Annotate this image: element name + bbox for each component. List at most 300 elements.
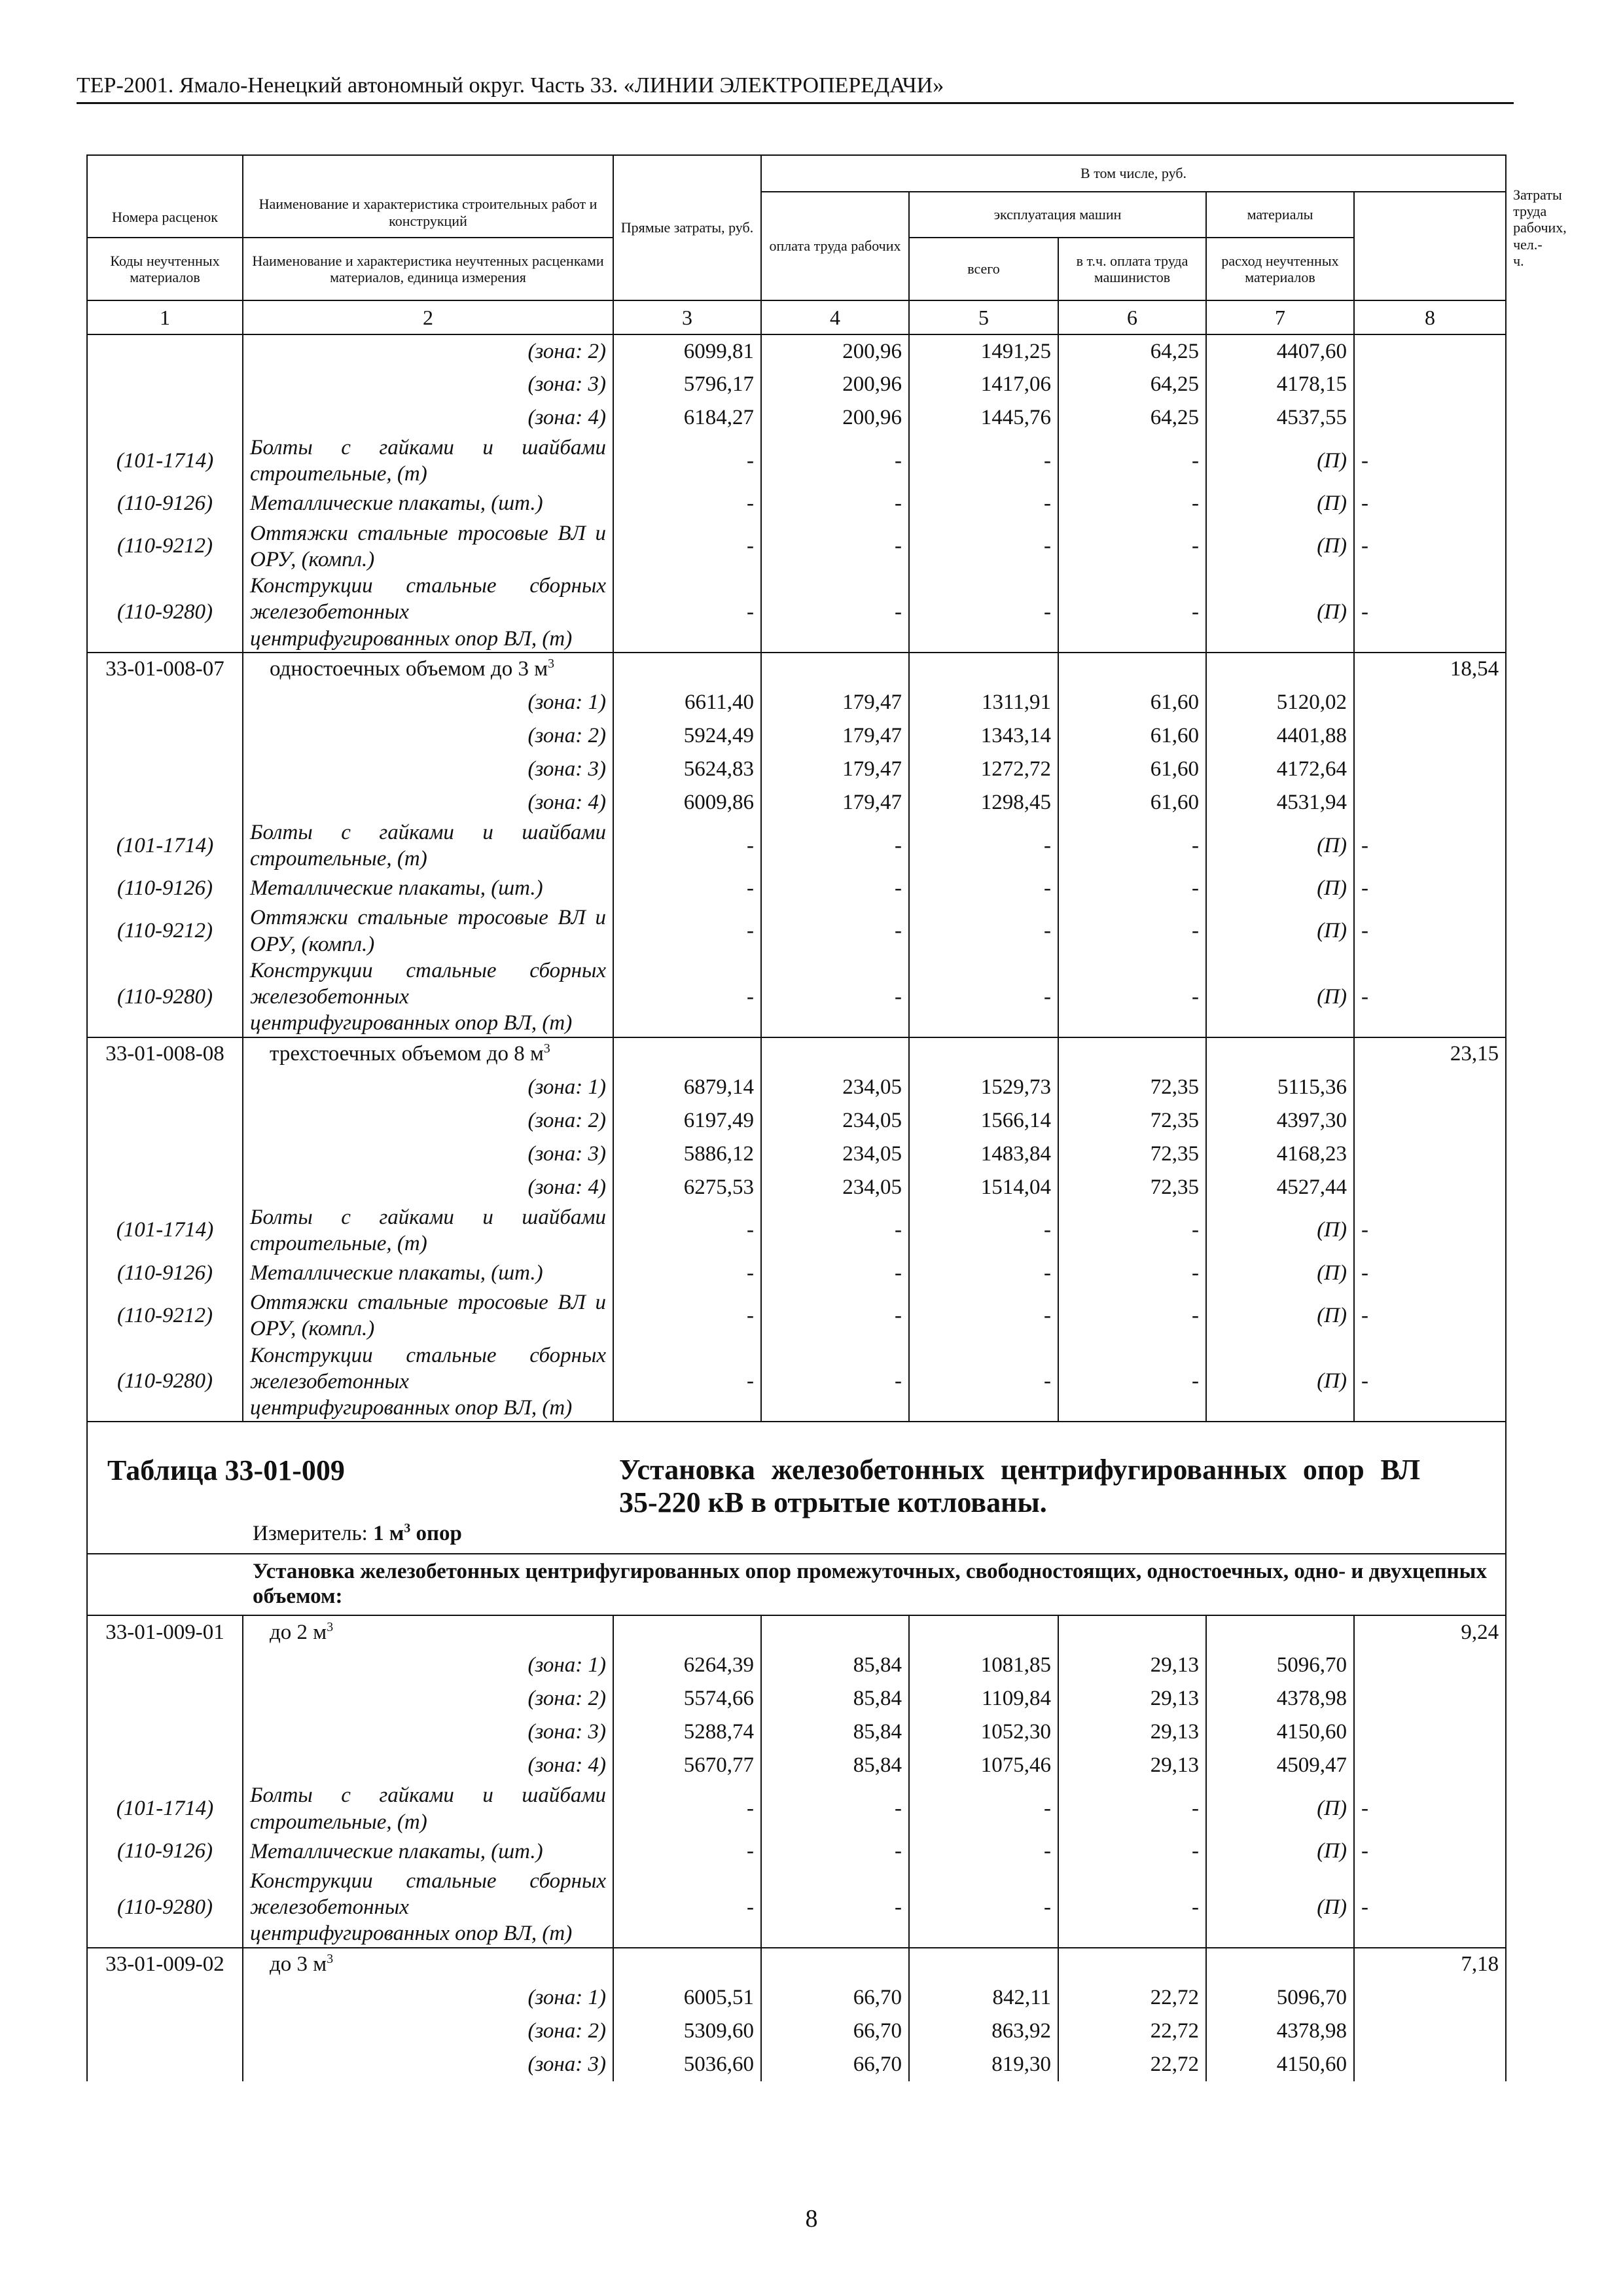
col-materials-consumption-header: расход неучтенных материалов	[1206, 238, 1354, 300]
materials-cost: 5096,70	[1206, 1649, 1354, 1682]
machines-total: 1491,25	[909, 334, 1058, 368]
material-mark: (П)	[1206, 1257, 1354, 1289]
dash: -	[909, 520, 1058, 573]
dash: -	[1354, 1835, 1506, 1868]
col-machines-header: эксплуатация машин	[909, 192, 1206, 238]
direct-cost: 6264,39	[613, 1649, 761, 1682]
labor-pay: 234,05	[761, 1104, 909, 1138]
zone-label: (зона: 3)	[243, 1138, 613, 1171]
machines-operators: 61,60	[1058, 719, 1206, 753]
empty-cell	[1354, 786, 1506, 819]
empty-cell	[761, 1037, 909, 1071]
materials-cost: 4378,98	[1206, 1682, 1354, 1715]
empty-cell	[1206, 653, 1354, 686]
dash: -	[761, 1289, 909, 1342]
dash: -	[613, 905, 761, 958]
labor-hours: 18,54	[1354, 653, 1506, 686]
material-mark: (П)	[1206, 1289, 1354, 1342]
labor-pay: 234,05	[761, 1138, 909, 1171]
direct-cost: 6184,27	[613, 401, 761, 435]
machines-operators: 64,25	[1058, 368, 1206, 401]
col-number: 5	[909, 300, 1058, 334]
material-mark: (П)	[1206, 573, 1354, 653]
machines-total: 1298,45	[909, 786, 1058, 819]
dash: -	[761, 573, 909, 653]
materials-cost: 4401,88	[1206, 719, 1354, 753]
dash: -	[1058, 1204, 1206, 1257]
machines-operators: 29,13	[1058, 1682, 1206, 1715]
dash: -	[909, 1204, 1058, 1257]
labor-pay: 234,05	[761, 1171, 909, 1204]
zone-label: (зона: 3)	[243, 2048, 613, 2081]
col-number: 1	[87, 300, 243, 334]
measure-unit-prefix: Измеритель:	[253, 1522, 368, 1546]
dash: -	[1354, 435, 1506, 488]
direct-cost: 5924,49	[613, 719, 761, 753]
machines-total: 1514,04	[909, 1171, 1058, 1204]
material-code: (110-9280)	[87, 958, 243, 1037]
materials-cost: 4531,94	[1206, 786, 1354, 819]
material-name: Конструкции стальные сборных железобетонных центрифугированных опор ВЛ, (т)	[243, 1868, 613, 1948]
empty-cell	[1354, 401, 1506, 435]
empty-cell	[909, 1037, 1058, 1071]
direct-cost: 5036,60	[613, 2048, 761, 2081]
empty-cell	[909, 1615, 1058, 1649]
machines-operators: 61,60	[1058, 786, 1206, 819]
empty-cell	[87, 368, 243, 401]
machines-operators: 61,60	[1058, 686, 1206, 719]
machines-operators: 22,72	[1058, 2048, 1206, 2081]
materials-cost: 4150,60	[1206, 1715, 1354, 1749]
material-code: (101-1714)	[87, 435, 243, 488]
zone-label: (зона: 2)	[243, 1682, 613, 1715]
zone-row	[87, 1749, 1506, 1782]
table-body	[87, 334, 1506, 2081]
dash: -	[1354, 1342, 1506, 1422]
labor-pay: 200,96	[761, 401, 909, 435]
empty-cell	[87, 1071, 243, 1104]
material-row	[87, 905, 1506, 958]
material-name: Болты с гайками и шайбами строительные, (т)	[243, 435, 613, 488]
dash: -	[1354, 819, 1506, 872]
table-title-block	[87, 1422, 1506, 1554]
direct-cost: 5288,74	[613, 1715, 761, 1749]
machines-total: 1483,84	[909, 1138, 1058, 1171]
table-title-row	[87, 1422, 1506, 1554]
material-row	[87, 1257, 1506, 1289]
rate-code: 33-01-008-07	[87, 653, 243, 686]
dash: -	[613, 1782, 761, 1835]
material-code: (110-9212)	[87, 1289, 243, 1342]
zone-label: (зона: 4)	[243, 786, 613, 819]
dash: -	[613, 1835, 761, 1868]
material-row	[87, 1782, 1506, 1835]
dash: -	[613, 573, 761, 653]
machines-operators: 61,60	[1058, 753, 1206, 786]
dash: -	[909, 573, 1058, 653]
zone-row	[87, 334, 1506, 368]
material-mark: (П)	[1206, 819, 1354, 872]
material-code: (110-9280)	[87, 1868, 243, 1948]
col-code-header: Номера расценок	[87, 155, 243, 238]
machines-operators: 22,72	[1058, 2015, 1206, 2048]
material-name: Металлические плакаты, (шт.)	[243, 872, 613, 905]
machines-operators: 72,35	[1058, 1071, 1206, 1104]
material-code: (110-9126)	[87, 1835, 243, 1868]
zone-label: (зона: 1)	[243, 1071, 613, 1104]
dash: -	[1354, 1289, 1506, 1342]
zone-row	[87, 753, 1506, 786]
empty-cell	[87, 401, 243, 435]
section-heading: Установка железобетонных центрифугированных опор промежуточных, свободностоящих, одностоечных, одно- и двухцепных объемом:	[87, 1554, 1506, 1615]
material-name: Конструкции стальные сборных железобетонных центрифугированных опор ВЛ, (т)	[243, 573, 613, 653]
material-mark: (П)	[1206, 520, 1354, 573]
dash: -	[761, 905, 909, 958]
machines-operators: 29,13	[1058, 1715, 1206, 1749]
labor-pay: 66,70	[761, 1981, 909, 2015]
material-row	[87, 1835, 1506, 1868]
machines-operators: 29,13	[1058, 1749, 1206, 1782]
zone-row	[87, 786, 1506, 819]
machines-operators: 72,35	[1058, 1171, 1206, 1204]
zone-label: (зона: 2)	[243, 334, 613, 368]
dash: -	[1354, 1257, 1506, 1289]
material-row	[87, 520, 1506, 573]
dash: -	[761, 872, 909, 905]
materials-cost: 4407,60	[1206, 334, 1354, 368]
empty-cell	[1354, 1749, 1506, 1782]
empty-cell	[87, 686, 243, 719]
col-mat-code-header: Коды неучтенных материалов	[87, 238, 243, 300]
dash: -	[613, 520, 761, 573]
machines-total: 1081,85	[909, 1649, 1058, 1682]
dash: -	[761, 1342, 909, 1422]
dash: -	[909, 1782, 1058, 1835]
empty-cell	[909, 1948, 1058, 1981]
empty-cell	[1354, 1715, 1506, 1749]
empty-cell	[87, 1104, 243, 1138]
labor-pay: 179,47	[761, 753, 909, 786]
col-direct-header: Прямые затраты, руб.	[613, 155, 761, 300]
dash: -	[1354, 573, 1506, 653]
table-number: Таблица 33-01-009	[107, 1454, 345, 1487]
material-name: Болты с гайками и шайбами строительные, (т)	[243, 1204, 613, 1257]
superscript: 3	[327, 1952, 334, 1966]
empty-cell	[1354, 1649, 1506, 1682]
empty-cell	[87, 1171, 243, 1204]
direct-cost: 5309,60	[613, 2015, 761, 2048]
labor-hours: 7,18	[1354, 1948, 1506, 1981]
direct-cost: 6275,53	[613, 1171, 761, 1204]
col-in-total-header: В том числе, руб.	[761, 155, 1506, 192]
empty-cell	[1058, 1037, 1206, 1071]
machines-total: 1311,91	[909, 686, 1058, 719]
measure-unit-value: 1 м	[373, 1522, 404, 1546]
materials-cost: 4527,44	[1206, 1171, 1354, 1204]
labor-pay: 234,05	[761, 1071, 909, 1104]
col-number: 3	[613, 300, 761, 334]
col-labor-pay-header: оплата труда рабочих	[761, 192, 909, 300]
dash: -	[613, 1342, 761, 1422]
direct-cost: 5886,12	[613, 1138, 761, 1171]
empty-cell	[87, 719, 243, 753]
material-name: Болты с гайками и шайбами строительные, (т)	[243, 1782, 613, 1835]
direct-cost: 5624,83	[613, 753, 761, 786]
material-mark: (П)	[1206, 488, 1354, 520]
material-name: Оттяжки стальные тросовые ВЛ и ОРУ, (компл.)	[243, 905, 613, 958]
labor-pay: 85,84	[761, 1749, 909, 1782]
dash: -	[1058, 1342, 1206, 1422]
zone-label: (зона: 2)	[243, 1104, 613, 1138]
dash: -	[761, 1835, 909, 1868]
machines-operators: 22,72	[1058, 1981, 1206, 2015]
col-number: 4	[761, 300, 909, 334]
superscript: 3	[548, 656, 554, 672]
rate-code: 33-01-009-01	[87, 1615, 243, 1649]
materials-cost: 4168,23	[1206, 1138, 1354, 1171]
table-header: Номера расценок Наименование и характеристика строительных работ и конструкций Прямые затраты, руб. В том числе, руб. Затраты труда рабочих, чел.-ч. оплата труда рабочих эксплуатация машин материалы Коды неучтенных материалов Наименование и характеристика неучтенных расценками материалов, единица измерения всего в т.ч. оплата труда машинистов расход неучтенных материалов 1 2 3 4 5 6 7 8	[87, 155, 1506, 334]
material-code: (110-9212)	[87, 520, 243, 573]
empty-cell	[1354, 1071, 1506, 1104]
dash: -	[761, 958, 909, 1037]
dash: -	[613, 872, 761, 905]
labor-pay: 179,47	[761, 686, 909, 719]
empty-cell	[1354, 368, 1506, 401]
col-mat-name-header: Наименование и характеристика неучтенных расценками материалов, единица измерения	[243, 238, 613, 300]
machines-operators: 72,35	[1058, 1138, 1206, 1171]
material-name: Оттяжки стальные тросовые ВЛ и ОРУ, (компл.)	[243, 520, 613, 573]
dash: -	[613, 819, 761, 872]
machines-total: 1566,14	[909, 1104, 1058, 1138]
dash: -	[1354, 488, 1506, 520]
dash: -	[909, 872, 1058, 905]
dash: -	[1058, 1782, 1206, 1835]
machines-total: 1445,76	[909, 401, 1058, 435]
empty-cell	[1354, 686, 1506, 719]
rate-code-row	[87, 653, 1506, 686]
empty-cell	[1354, 2048, 1506, 2081]
materials-cost: 4172,64	[1206, 753, 1354, 786]
rate-name-text: до 2 м	[270, 1620, 327, 1644]
material-name: Конструкции стальные сборных железобетонных центрифугированных опор ВЛ, (т)	[243, 1342, 613, 1422]
labor-pay: 179,47	[761, 719, 909, 753]
empty-cell	[761, 653, 909, 686]
dash: -	[761, 1782, 909, 1835]
dash: -	[909, 819, 1058, 872]
superscript: 3	[327, 1619, 334, 1634]
material-row	[87, 1868, 1506, 1948]
empty-cell	[1206, 1615, 1354, 1649]
empty-cell	[1354, 719, 1506, 753]
dash: -	[1058, 1835, 1206, 1868]
empty-cell	[1354, 1981, 1506, 2015]
dash: -	[1354, 520, 1506, 573]
zone-row	[87, 368, 1506, 401]
zone-label: (зона: 2)	[243, 719, 613, 753]
rate-name-text: одностоечных объемом до 3 м	[270, 657, 548, 681]
material-mark: (П)	[1206, 1868, 1354, 1948]
labor-pay: 85,84	[761, 1715, 909, 1749]
dash: -	[761, 520, 909, 573]
dash: -	[1354, 905, 1506, 958]
rate-name	[243, 1037, 613, 1071]
empty-cell	[1354, 1104, 1506, 1138]
dash: -	[909, 958, 1058, 1037]
empty-cell	[1354, 1682, 1506, 1715]
rate-code: 33-01-009-02	[87, 1948, 243, 1981]
zone-row	[87, 1682, 1506, 1715]
dash: -	[1058, 435, 1206, 488]
zone-label: (зона: 1)	[243, 1981, 613, 2015]
dash: -	[613, 1204, 761, 1257]
zone-row	[87, 401, 1506, 435]
material-name: Металлические плакаты, (шт.)	[243, 488, 613, 520]
machines-total: 819,30	[909, 2048, 1058, 2081]
material-mark: (П)	[1206, 958, 1354, 1037]
dash: -	[1354, 872, 1506, 905]
dash: -	[1058, 905, 1206, 958]
material-name: Конструкции стальные сборных железобетонных центрифугированных опор ВЛ, (т)	[243, 958, 613, 1037]
zone-row	[87, 1138, 1506, 1171]
zone-row	[87, 2015, 1506, 2048]
machines-total: 1109,84	[909, 1682, 1058, 1715]
empty-cell	[1206, 1948, 1354, 1981]
zone-row	[87, 1981, 1506, 2015]
labor-pay: 85,84	[761, 1682, 909, 1715]
dash: -	[613, 1289, 761, 1342]
superscript: 3	[543, 1041, 550, 1056]
empty-cell	[1058, 1948, 1206, 1981]
material-code: (110-9280)	[87, 573, 243, 653]
dash: -	[909, 1342, 1058, 1422]
empty-cell	[87, 753, 243, 786]
labor-pay: 200,96	[761, 334, 909, 368]
col-name-header: Наименование и характеристика строительных работ и конструкций	[243, 155, 613, 238]
zone-row	[87, 1715, 1506, 1749]
dash: -	[761, 1868, 909, 1948]
machines-total: 842,11	[909, 1981, 1058, 2015]
direct-cost: 6611,40	[613, 686, 761, 719]
machines-operators: 64,25	[1058, 401, 1206, 435]
zone-row	[87, 1104, 1506, 1138]
dash: -	[909, 488, 1058, 520]
empty-cell	[1354, 334, 1506, 368]
direct-cost: 6099,81	[613, 334, 761, 368]
empty-cell	[909, 653, 1058, 686]
material-code: (110-9126)	[87, 488, 243, 520]
zone-label: (зона: 1)	[243, 1649, 613, 1682]
empty-cell	[1354, 2015, 1506, 2048]
empty-cell	[87, 1682, 243, 1715]
dash: -	[1058, 1868, 1206, 1948]
labor-pay: 66,70	[761, 2048, 909, 2081]
dash: -	[909, 1835, 1058, 1868]
direct-cost: 6197,49	[613, 1104, 761, 1138]
direct-cost: 5670,77	[613, 1749, 761, 1782]
dash: -	[1354, 1868, 1506, 1948]
material-row	[87, 872, 1506, 905]
dash: -	[909, 1257, 1058, 1289]
dash: -	[909, 905, 1058, 958]
page-number: 8	[805, 2205, 818, 2233]
empty-cell	[1058, 653, 1206, 686]
machines-operators: 29,13	[1058, 1649, 1206, 1682]
material-code: (110-9212)	[87, 905, 243, 958]
zone-row	[87, 1649, 1506, 1682]
labor-hours: 9,24	[1354, 1615, 1506, 1649]
materials-cost: 4537,55	[1206, 401, 1354, 435]
machines-total: 1075,46	[909, 1749, 1058, 1782]
material-row	[87, 1342, 1506, 1422]
running-header: ТЕР-2001. Ямало-Ненецкий автономный округ. Часть 33. «ЛИНИИ ЭЛЕКТРОПЕРЕДАЧИ»	[77, 73, 1514, 104]
material-code: (110-9280)	[87, 1342, 243, 1422]
zone-row	[87, 2048, 1506, 2081]
dash: -	[1354, 1204, 1506, 1257]
dash: -	[1058, 1257, 1206, 1289]
direct-cost: 5796,17	[613, 368, 761, 401]
material-mark: (П)	[1206, 435, 1354, 488]
table-title: Установка железобетонных центрифугированных опор ВЛ 35-220 кВ в отрытые котлованы.	[619, 1454, 1420, 1518]
material-code: (110-9126)	[87, 1257, 243, 1289]
empty-cell	[613, 1615, 761, 1649]
direct-cost: 6005,51	[613, 1981, 761, 2015]
materials-cost: 4178,15	[1206, 368, 1354, 401]
empty-cell	[613, 1037, 761, 1071]
material-mark: (П)	[1206, 1204, 1354, 1257]
zone-row	[87, 686, 1506, 719]
dash: -	[1058, 819, 1206, 872]
zone-label: (зона: 3)	[243, 1715, 613, 1749]
zone-row	[87, 719, 1506, 753]
direct-cost: 5574,66	[613, 1682, 761, 1715]
dash: -	[1058, 872, 1206, 905]
dash: -	[909, 1289, 1058, 1342]
zone-label: (зона: 3)	[243, 368, 613, 401]
materials-cost: 5115,36	[1206, 1071, 1354, 1104]
materials-cost: 5096,70	[1206, 1981, 1354, 2015]
zone-row	[87, 1071, 1506, 1104]
materials-cost: 4378,98	[1206, 2015, 1354, 2048]
labor-pay: 179,47	[761, 786, 909, 819]
dash: -	[909, 1868, 1058, 1948]
dash: -	[613, 958, 761, 1037]
empty-cell	[1206, 1037, 1354, 1071]
empty-cell	[1354, 1171, 1506, 1204]
measure-unit	[253, 1522, 462, 1546]
labor-pay: 66,70	[761, 2015, 909, 2048]
labor-pay: 200,96	[761, 368, 909, 401]
col-materials-header: материалы	[1206, 192, 1354, 238]
material-code: (110-9126)	[87, 872, 243, 905]
material-code: (101-1714)	[87, 1782, 243, 1835]
col-number: 8	[1354, 300, 1506, 334]
empty-cell	[87, 786, 243, 819]
dash: -	[1058, 488, 1206, 520]
materials-cost: 4397,30	[1206, 1104, 1354, 1138]
empty-cell	[87, 334, 243, 368]
rate-name-text: до 3 м	[270, 1952, 327, 1976]
dash: -	[1058, 958, 1206, 1037]
empty-cell	[87, 2048, 243, 2081]
material-name: Металлические плакаты, (шт.)	[243, 1835, 613, 1868]
rates-table	[86, 154, 1567, 2081]
material-code: (101-1714)	[87, 1204, 243, 1257]
zone-label: (зона: 1)	[243, 686, 613, 719]
machines-total: 1417,06	[909, 368, 1058, 401]
material-name: Болты с гайками и шайбами строительные, (т)	[243, 819, 613, 872]
dash: -	[761, 488, 909, 520]
labor-hours: 23,15	[1354, 1037, 1506, 1071]
